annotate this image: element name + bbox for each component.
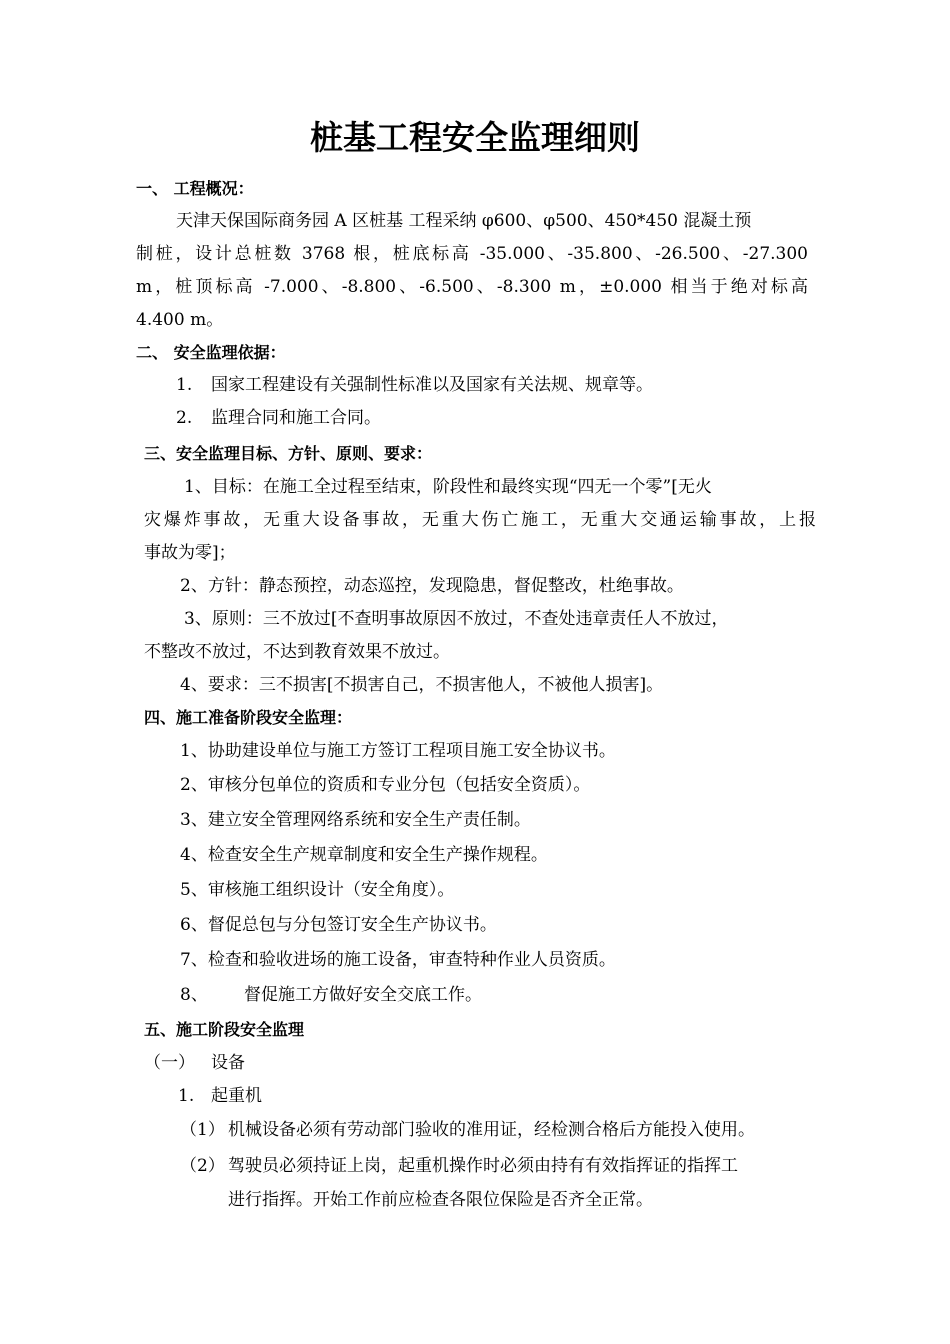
section-heading-5: 五、施工阶段安全监理 [144, 1020, 305, 1039]
policy-line: 2、方针：静态预控，动态巡控，发现隐患，督促整改，杜绝事故。 [180, 576, 684, 596]
prep-item-1: 1、协助建设单位与施工方签订工程项目施工安全协议书。 [180, 741, 616, 761]
prep-item-8-text: 督促施工方做好安全交底工作。 [244, 985, 482, 1005]
overview-line-4: 4.400 m。 [136, 310, 224, 330]
document-title: 桩基工程安全监理细则 [310, 118, 640, 157]
overview-line-2: 制桩，设计总桩数 3768 根，桩底标高 -35.000、-35.800、-26.500、-27.300 [136, 244, 808, 264]
basis-item-1-text: 国家工程建设有关强制性标准以及国家有关法规、规章等。 [211, 375, 653, 395]
overview-line-3: m，桩顶标高 -7.000、-8.800、-6.500、-8.300 m，±0.000 相当于绝对标高 [136, 277, 808, 297]
subsection-1-title: 设备 [211, 1053, 245, 1073]
section-heading-1: 一、 工程概况： [136, 179, 254, 198]
prep-item-5: 5、审核施工组织设计（安全角度）。 [180, 880, 455, 900]
crane-rule-2-line-1: 驾驶员必须持证上岗，起重机操作时必须由持有有效指挥证的指挥工 [228, 1156, 738, 1176]
goal-line-3: 事故为零]； [144, 543, 236, 563]
prep-item-2: 2、审核分包单位的资质和专业分包（包括安全资质）。 [180, 775, 591, 795]
prep-item-7: 7、检查和验收进场的施工设备，审查特种作业人员资质。 [180, 950, 616, 970]
equipment-item-1-number: 1. [178, 1086, 195, 1106]
subsection-1-number: （一） [144, 1053, 195, 1073]
section-heading-3: 三、安全监理目标、方针、原则、要求： [144, 444, 433, 463]
equipment-item-1-title: 起重机 [211, 1086, 262, 1106]
prep-item-3: 3、建立安全管理网络系统和安全生产责任制。 [180, 810, 531, 830]
principle-line-1: 3、原则：三不放过[不查明事故原因不放过，不查处违章责任人不放过， [184, 609, 729, 629]
section-heading-4: 四、施工准备阶段安全监理： [144, 708, 353, 727]
crane-rule-2-line-2: 进行指挥。开始工作前应检查各限位保险是否齐全正常。 [228, 1190, 653, 1210]
prep-item-6: 6、督促总包与分包签订安全生产协议书。 [180, 915, 497, 935]
principle-line-2: 不整改不放过，不达到教育效果不放过。 [144, 642, 450, 662]
overview-line-1: 天津天保国际商务园 A 区桩基 工程采纳 φ600、φ500、450*450 混凝土预 [176, 211, 752, 231]
requirement-line: 4、要求：三不损害[不损害自己，不损害他人，不被他人损害]。 [180, 675, 664, 695]
crane-rule-2-number: （2） [180, 1156, 225, 1176]
prep-item-4: 4、检查安全生产规章制度和安全生产操作规程。 [180, 845, 548, 865]
basis-item-1-number: 1. [176, 375, 193, 395]
goal-line-1: 1、目标：在施工全过程至结束，阶段性和最终实现“四无一个零”[无火 [184, 477, 712, 497]
basis-item-2-text: 监理合同和施工合同。 [211, 408, 381, 428]
section-heading-2: 二、 安全监理依据： [136, 343, 286, 362]
prep-item-8-number: 8、 [180, 985, 208, 1005]
goal-line-2: 灾爆炸事故，无重大设备事故，无重大伤亡施工，无重大交通运输事故，上报 [144, 510, 816, 530]
crane-rule-1-text: 机械设备必须有劳动部门验收的准用证，经检测合格后方能投入使用。 [228, 1120, 755, 1140]
crane-rule-1-number: （1） [180, 1120, 225, 1140]
basis-item-2-number: 2. [176, 408, 193, 428]
